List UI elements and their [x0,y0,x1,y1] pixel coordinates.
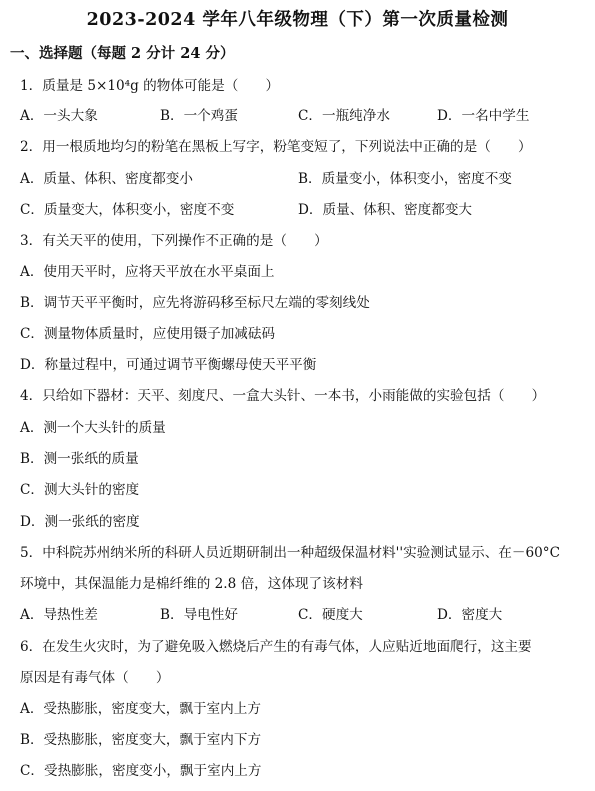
question-6-option-a: A．受热膨胀，密度变大，飘于室内上方 [20,701,261,717]
question-6-stem-line-1: 6．在发生火灾时，为了避免吸入燃烧后产生的有毒气体，人应贴近地面爬行，这主要 [20,639,532,655]
question-1-options [20,107,580,125]
question-5-option-c: C．硬度大 [298,607,363,623]
question-5-option-d: D．密度大 [437,607,503,623]
question-3-stem: 3．有关天平的使用，下列操作不正确的是（ ） [20,233,328,249]
question-6-option-c: C．受热膨胀，密度变小，飘于室内上方 [20,763,262,779]
question-1-option-b: B．一个鸡蛋 [160,108,238,124]
question-4-stem: 4．只给如下器材：天平、刻度尺、一盒大头针、一本书，小雨能做的实验包括（ ） [20,388,546,404]
question-5-options [20,606,580,624]
section-heading: 一、选择题（每题 2 分计 24 分） [10,45,235,62]
question-5-stem-line-2: 环境中，其保温能力是棉纤维的 2.8 倍，这体现了该材料 [20,576,363,592]
question-1-stem: 1．质量是 5×10⁴g 的物体可能是（ ） [20,78,280,94]
question-2-stem: 2．用一根质地均匀的粉笔在黑板上写字，粉笔变短了，下列说法中正确的是（ ） [20,139,532,155]
question-1-option-c: C．一瓶纯净水 [298,108,390,124]
question-2-option-b: B．质量变小，体积变小，密度不变 [298,171,512,187]
question-6-option-b: B．受热膨胀，密度变大，飘于室内下方 [20,732,262,748]
question-5-option-b: B．导电性好 [160,607,238,623]
question-4-option-d: D．测一张纸的密度 [20,514,140,530]
question-1-option-d: D．一名中学生 [437,108,530,124]
question-2-options-row-1 [20,170,580,188]
question-2-options-row-2 [20,201,580,219]
question-3-option-a: A．使用天平时，应将天平放在水平桌面上 [20,264,275,280]
question-2-option-c: C．质量变大，体积变小，密度不变 [20,202,235,218]
question-6-stem-line-2: 原因是有毒气体（ ） [20,670,170,686]
question-2-option-a: A．质量、体积、密度都变小 [20,171,193,187]
question-3-option-b: B．调节天平平衡时，应先将游码移至标尺左端的零刻线处 [20,295,370,311]
question-4-option-b: B．测一张纸的质量 [20,451,139,467]
question-4-option-c: C．测大头针的密度 [20,482,140,498]
question-1-option-a: A．一头大象 [20,108,98,124]
question-3-option-c: C．测量物体质量时，应使用镊子加减砝码 [20,326,276,342]
question-5-option-a: A．导热性差 [20,607,98,623]
question-5-stem-line-1: 5．中科院苏州纳米所的科研人员近期研制出一种超级保温材料''实验测试显示、在－60°C [20,545,560,561]
question-3-option-d: D．称量过程中，可通过调节平衡螺母使天平平衡 [20,357,317,373]
question-2-option-d: D．质量、体积、密度都变大 [298,202,473,218]
question-4-option-a: A．测一个大头针的质量 [20,420,166,436]
exam-title: 2023-2024 学年八年级物理（下）第一次质量检测 [86,10,509,30]
